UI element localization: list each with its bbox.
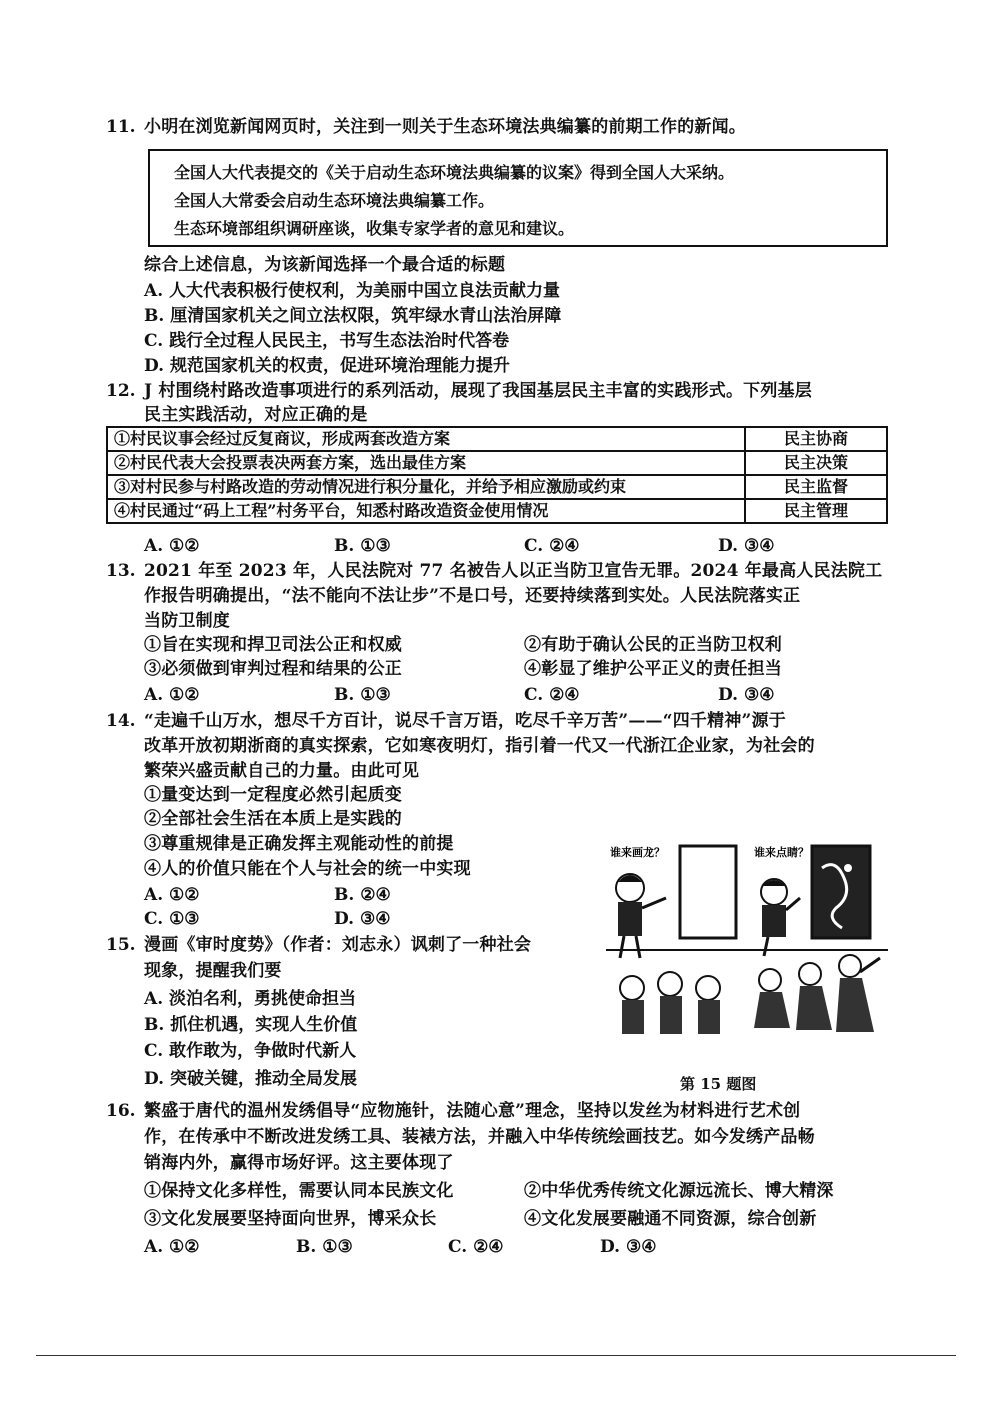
table-row: [107, 499, 887, 523]
q13-option-a: A. ①②: [144, 685, 200, 705]
q16-item-3: ③文化发展要坚持面向世界，博采众长: [144, 1209, 437, 1229]
q14-item-2: ②全部社会生活在本质上是实践的: [144, 809, 402, 829]
q11-stem: 小明在浏览新闻网页时，关注到一则关于生态环境法典编纂的前期工作的新闻。: [144, 117, 746, 137]
q14-option-d: D. ③④: [334, 909, 391, 929]
q12-activity-3: ③对村民参与村路改造的劳动情况进行积分量化，并给予相应激励或约束: [107, 475, 745, 499]
q11-option-a: A. 人大代表积极行使权利，为美丽中国立良法贡献力量: [144, 281, 561, 301]
q12-option-b: B. ①③: [334, 536, 391, 556]
q12-stem-line-2: 民主实践活动，对应正确的是: [144, 405, 368, 425]
q12-matching-table: [106, 426, 888, 524]
q12-type-2: 民主决策: [745, 451, 887, 475]
q13-option-c: C. ②④: [524, 685, 580, 705]
q13-item-3: ③必须做到审判过程和结果的公正: [144, 659, 402, 679]
q11-prompt: 综合上述信息，为该新闻选择一个最合适的标题: [144, 255, 506, 275]
q14-item-4: ④人的价值只能在个人与社会的统一中实现: [144, 859, 471, 879]
q11-option-c: C. 践行全过程人民民主，书写生态法治时代答卷: [144, 331, 510, 351]
q13-option-b: B. ①③: [334, 685, 391, 705]
rushing-crowd-icon: [754, 955, 880, 1032]
q12-activity-4: ④村民通过“码上工程”村务平台，知悉村路改造资金使用情况: [107, 499, 745, 523]
q14-stem-line-1: “走遍千山万水，想尽千方百计，说尽千言万语，吃尽千辛万苦”——“四千精神”源于: [144, 711, 786, 731]
q16-option-c: C. ②④: [448, 1237, 504, 1257]
pointing-man-icon: [616, 874, 666, 958]
q12-number: 12.: [106, 381, 136, 401]
q16-option-b: B. ①③: [296, 1237, 353, 1257]
q11-news-box: [148, 149, 888, 247]
q14-number: 14.: [106, 711, 136, 731]
q12-type-4: 民主管理: [745, 499, 887, 523]
cartoon-left-label: 谁来画龙？: [610, 846, 665, 859]
q13-item-1: ①旨在实现和捍卫司法公正和权威: [144, 635, 402, 655]
blank-scroll-icon: [680, 846, 736, 938]
table-row: [107, 427, 887, 451]
seated-crowd-icon: [620, 972, 720, 1034]
q13-item-2: ②有助于确认公民的正当防卫权利: [524, 635, 782, 655]
q15-option-b: B. 抓住机遇，实现人生价值: [144, 1015, 358, 1035]
q15-stem-line-2: 现象，提醒我们要: [144, 961, 282, 981]
q12-option-a: A. ①②: [144, 536, 200, 556]
q13-item-4: ④彰显了维护公平正义的责任担当: [524, 659, 782, 679]
q11-option-d: D. 规范国家机关的权责，促进环境治理能力提升: [144, 356, 510, 376]
q16-item-4: ④文化发展要融通不同资源，综合创新: [524, 1209, 817, 1229]
q15-stem-line-1: 漫画《审时度势》（作者：刘志永）讽刺了一种社会: [144, 935, 532, 955]
q16-item-2: ②中华优秀传统文化源远流长、博大精深: [524, 1181, 834, 1201]
q14-stem-line-3: 繁荣兴盛贡献自己的力量。由此可见: [144, 761, 420, 781]
q11-box-line-1: 全国人大代表提交的《关于启动生态环境法典编纂的议案》得到全国人大采纳。: [174, 163, 735, 182]
q13-stem-line-3: 当防卫制度: [144, 611, 230, 631]
q16-stem-line-1: 繁盛于唐代的温州发绣倡导“应物施针，法随心意”理念，坚持以发丝为材料进行艺术创: [144, 1101, 801, 1121]
q15-option-a: A. 淡泊名利，勇挑使命担当: [144, 989, 357, 1009]
q14-option-b: B. ②④: [334, 885, 391, 905]
q15-figure-caption: 第 15 题图: [680, 1075, 757, 1093]
q14-item-1: ①量变达到一定程度必然引起质变: [144, 785, 402, 805]
q13-option-d: D. ③④: [718, 685, 775, 705]
q14-stem-line-2: 改革开放初期浙商的真实探索，它如寒夜明灯，指引着一代又一代浙江企业家，为社会的: [144, 736, 815, 756]
q16-stem-line-2: 作，在传承中不断改进发绣工具、装裱方法，并融入中华传统绘画技艺。如今发绣产品畅: [144, 1127, 815, 1147]
q11-number: 11.: [106, 117, 136, 137]
footer-divider: [36, 1355, 956, 1356]
q14-item-3: ③尊重规律是正确发挥主观能动性的前提: [144, 834, 454, 854]
q12-type-1: 民主协商: [745, 427, 887, 451]
cartoon-right-label: 谁来点睛？: [754, 846, 809, 859]
q11-box-line-3: 生态环境部组织调研座谈，收集专家学者的意见和建议。: [174, 219, 575, 238]
q16-number: 16.: [106, 1101, 136, 1121]
q12-activity-1: ①村民议事会经过反复商议，形成两套改造方案: [107, 427, 745, 451]
q16-option-a: A. ①②: [144, 1237, 200, 1257]
speaking-man-icon: [761, 879, 800, 956]
q15-option-c: C. 敢作敢为，争做时代新人: [144, 1041, 357, 1061]
q16-stem-line-3: 销海内外，赢得市场好评。这主要体现了: [144, 1153, 454, 1173]
q15-number: 15.: [106, 935, 136, 955]
q16-item-1: ①保持文化多样性，需要认同本民族文化: [144, 1181, 454, 1201]
q12-activity-2: ②村民代表大会投票表决两套方案，选出最佳方案: [107, 451, 745, 475]
q13-number: 13.: [106, 561, 136, 581]
dragon-painting-icon: [812, 846, 870, 938]
q16-option-d: D. ③④: [600, 1237, 657, 1257]
q15-cartoon-image: [604, 838, 890, 1048]
q12-stem-line-1: J 村围绕村路改造事项进行的系列活动，展现了我国基层民主丰富的实践形式。下列基层: [144, 381, 812, 401]
q15-option-d: D. 突破关键，推动全局发展: [144, 1069, 357, 1089]
table-row: [107, 451, 887, 475]
q12-option-d: D. ③④: [718, 536, 775, 556]
q14-option-c: C. ①③: [144, 909, 200, 929]
q13-stem-line-2: 作报告明确提出，“法不能向不法让步”不是口号，还要持续落到实处。人民法院落实正: [144, 586, 801, 606]
q11-box-line-2: 全国人大常委会启动生态环境法典编纂工作。: [174, 191, 495, 210]
q14-option-a: A. ①②: [144, 885, 200, 905]
table-row: [107, 475, 887, 499]
q12-option-c: C. ②④: [524, 536, 580, 556]
q11-option-b: B. 厘清国家机关之间立法权限，筑牢绿水青山法治屏障: [144, 306, 562, 326]
q12-type-3: 民主监督: [745, 475, 887, 499]
q13-stem-line-1: 2021 年至 2023 年，人民法院对 77 名被告人以正当防卫宣告无罪。2024 年最高人民法院工: [144, 561, 883, 581]
